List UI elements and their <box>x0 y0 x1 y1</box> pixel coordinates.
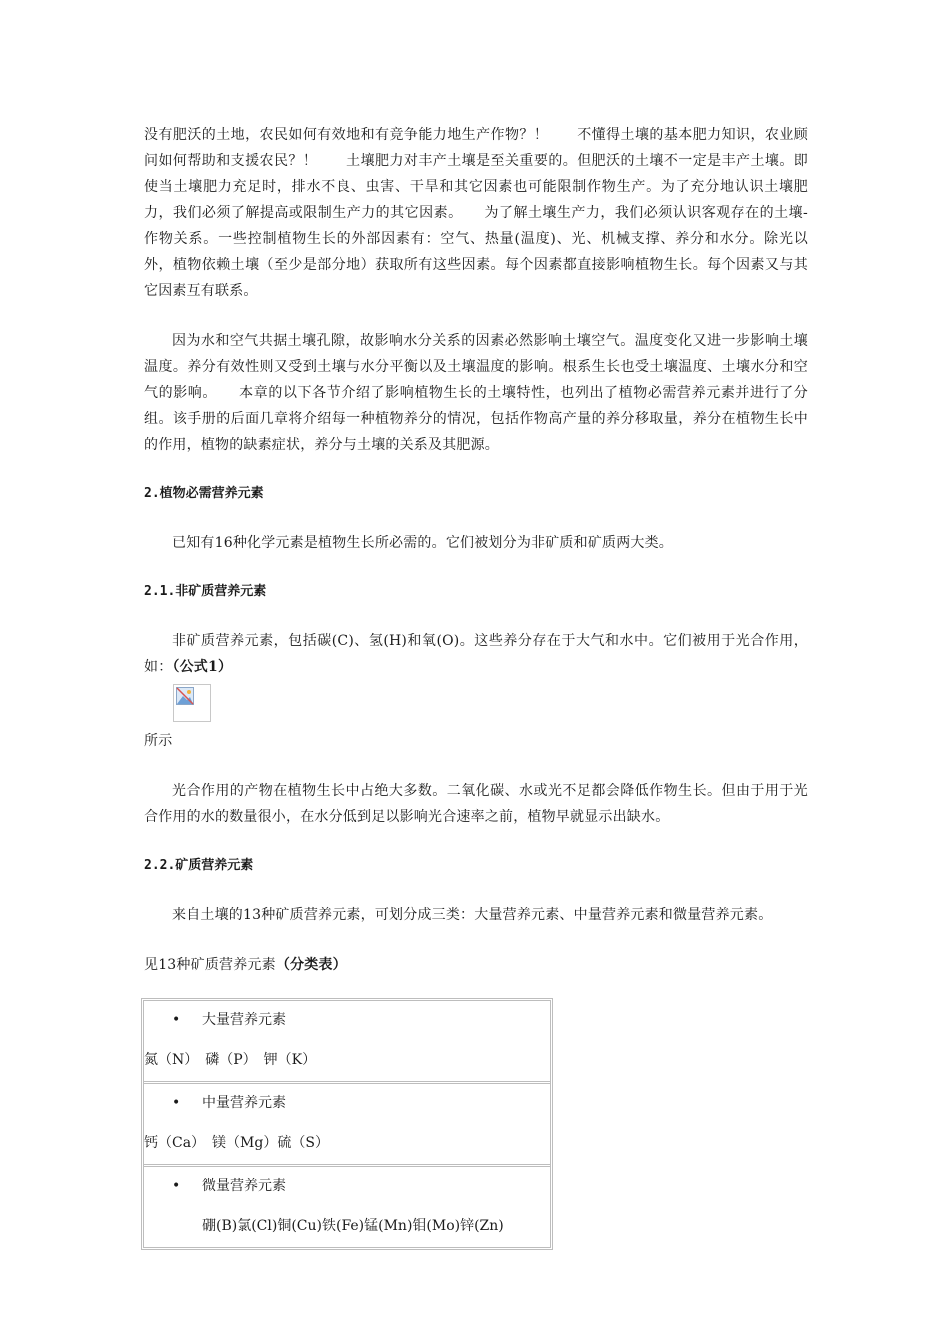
table-row <box>144 1001 550 1084</box>
bullet-icon: • <box>172 1012 181 1028</box>
after-image-text: 所示 <box>144 733 173 749</box>
category-elements: 氮（N） 磷（P） 钾（K） <box>144 1052 317 1068</box>
section-2-text: 已知有16种化学元素是植物生长所必需的。它们被划分为非矿质和矿质两大类。 <box>172 535 674 551</box>
category-elements: 钙（Ca） 镁（Mg）硫（S） <box>144 1135 329 1151</box>
category-heading <box>144 1171 550 1201</box>
category-heading <box>144 1005 550 1035</box>
see-table-prefix: 见13种矿质营养元素 <box>144 957 276 973</box>
category-title: 大量营养元素 <box>202 1012 286 1028</box>
bullet-icon: • <box>172 1178 181 1194</box>
see-table-text <box>144 952 808 978</box>
table-row <box>144 1167 550 1247</box>
see-table-bold: （分类表） <box>275 957 347 973</box>
section-2-1-text2: 光合作用的产物在植物生长中占绝大多数。二氧化碳、水或光不足都会降低作物生长。但由于用于光合作用的水的数量很小，在水分低到足以影响光合速率之前，植物早就显示出缺水。 <box>144 783 808 825</box>
soil-factors-paragraph: 因为水和空气共据土壤孔隙，故影响水分关系的因素必然影响土壤空气。温度变化又进一步影响土壤温度。养分有效性则又受到土壤与水分平衡以及土壤温度的影响。根系生长也受土壤温度、土壤水分和空气的影响。 本章的以下各节介绍了影响植物生长的土壤特性，也列出了植物必需营养元素并进行了分组。该手册的后面几章将介绍每一种植物养分的情况，包括作物高产量的养分移取量，养分在植物生长中的作用，植物的缺素症状，养分与土壤的关系及其肥源。 <box>144 333 808 453</box>
section-2-1-text <box>144 628 808 680</box>
intro-paragraph: 没有肥沃的土地，农民如何有效地和有竞争能力地生产作物？！ 不懂得土壤的基本肥力知识，农业顾问如何帮助和支援农民？！ 土壤肥力对丰产土壤是至关重要的。但肥沃的土壤不一定是丰产土壤。即使当土壤肥力充足时，排水不良、虫害、干旱和其它因素也可能限制作物生产。为了充分地认识土壤肥力，我们必须了解提高或限制生产力的其它因素。 为了解土壤生产力，我们必须认识客观存在的土壤-作物关系。一些控制植物生长的外部因素有：空气、热量(温度)、光、机械支撑、养分和水分。除光以外，植物依赖土壤（至少是部分地）获取所有这些因素。每个因素都直接影响植物生长。每个因素又与其它因素互有联系。 <box>144 127 808 299</box>
section-2-1-heading: 2.1.非矿质营养元素 <box>144 584 267 599</box>
category-title: 中量营养元素 <box>202 1095 286 1111</box>
section-2-2-text: 来自土壤的13种矿质营养元素，可划分成三类：大量营养元素、中量营养元素和微量营养元素。 <box>172 907 773 923</box>
classification-table <box>141 998 553 1250</box>
section-2-2-heading: 2.2.矿质营养元素 <box>144 858 254 873</box>
category-elements: 硼(B)氯(Cl)铜(Cu)铁(Fe)锰(Mn)钼(Mo)锌(Zn) <box>202 1218 504 1234</box>
bullet-icon: • <box>172 1095 181 1111</box>
category-heading <box>144 1088 550 1118</box>
formula-label: （公式1） <box>172 659 233 675</box>
section-2-heading: 2.植物必需营养元素 <box>144 486 264 501</box>
category-title: 微量营养元素 <box>202 1178 286 1194</box>
table-row <box>144 1084 550 1167</box>
section-2-1-body: 非矿质营养元素，包括碳(C)、氢(H)和氧(O)。这些养分存在于大气和水中。它们被用于光合作用，如： <box>144 633 808 675</box>
document-page <box>144 122 808 1250</box>
formula-image <box>173 684 211 722</box>
